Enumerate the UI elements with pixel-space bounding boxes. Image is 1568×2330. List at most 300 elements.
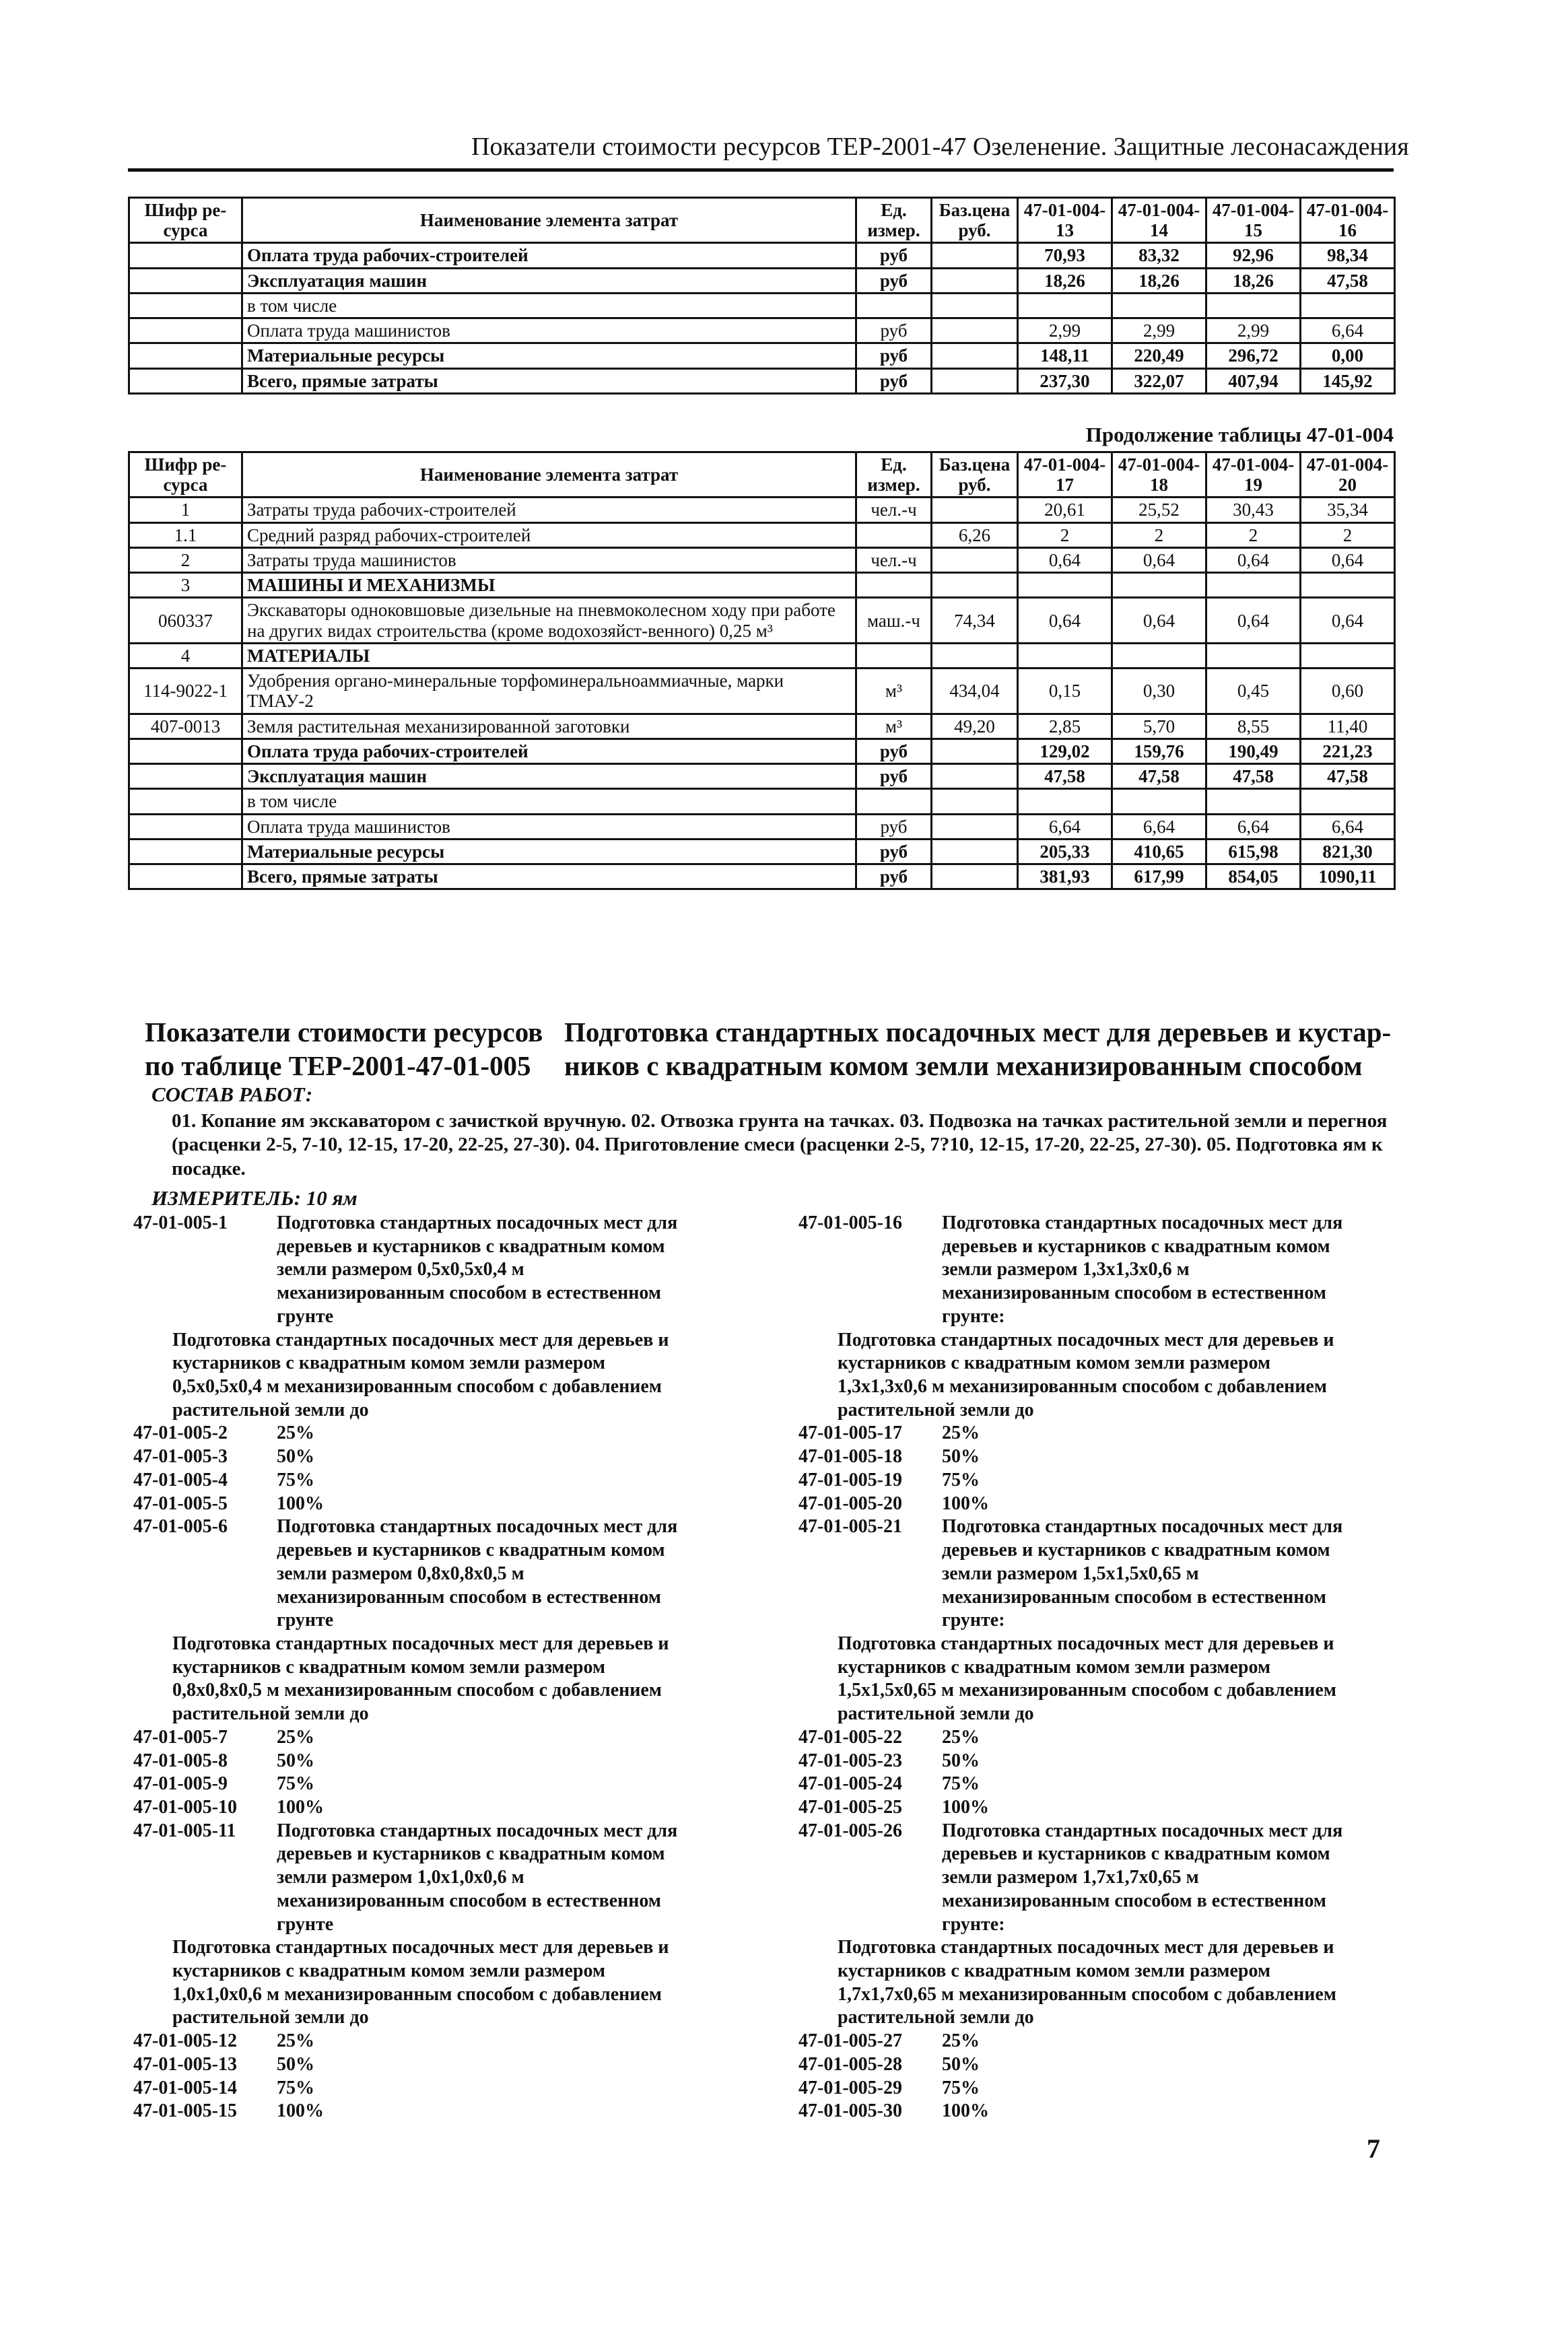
cell-value: 18,26 xyxy=(1018,268,1112,293)
rate-description: 75% xyxy=(942,1773,980,1795)
rate-entry xyxy=(798,1726,1445,1750)
cell-value: 11,40 xyxy=(1301,714,1395,739)
section-title-right: Подготовка стандартных посадочных мест для деревьев и кустар-ников с квадратным комом земли механизированным способом xyxy=(564,1017,1392,1082)
cell-code xyxy=(129,268,242,293)
cell-value: 2 xyxy=(1018,522,1112,547)
cell-value: 159,76 xyxy=(1112,739,1206,763)
rate-description: 100% xyxy=(942,1796,989,1818)
rate-description: 100% xyxy=(942,2100,989,2122)
cell-name: МАШИНЫ И МЕХАНИЗМЫ xyxy=(242,573,856,598)
work-composition-text: 01. Копание ям экскаватором с зачисткой вручную. 02. Отвозка грунта на тачках. 03. Подвозка на тачках растительной земли и перегноя (расценки 2-5, 7-10, 12-15, 17-20, 22-25, 27-30). 04. Приготовление смеси (расценки 2-5, 7?10, 12-15, 17-20, 22-25, 27-30). 05. Подготовка ям к посадке. xyxy=(172,1110,1388,1179)
rate-code: 47-01-005-13 xyxy=(133,2053,237,2075)
cell-value xyxy=(1206,643,1301,668)
table-row xyxy=(129,714,1395,739)
cell-price xyxy=(932,764,1018,789)
rate-group-description: Подготовка стандартных посадочных мест для деревьев и кустарников с квадратным комом земли размером 1,0х1,0х0,6 м механизированным способом с добавлением растительной земли до xyxy=(172,1937,669,2028)
rate-entry xyxy=(133,1212,780,1329)
rate-code: 47-01-005-20 xyxy=(798,1493,902,1514)
cell-price xyxy=(932,318,1018,343)
rate-code: 47-01-005-6 xyxy=(133,1516,228,1538)
cell-value: 25,52 xyxy=(1112,498,1206,522)
cell-unit: руб xyxy=(856,268,932,293)
cell-price xyxy=(932,643,1018,668)
table-row xyxy=(129,573,1395,598)
cell-name: Оплата труда рабочих-строителей xyxy=(242,739,856,763)
rate-code: 47-01-005-22 xyxy=(798,1726,902,1748)
header-col1: 47-01-004-17 xyxy=(1018,452,1112,498)
cell-value: 205,33 xyxy=(1018,839,1112,864)
cell-code xyxy=(129,368,242,393)
rate-description: 75% xyxy=(277,1773,314,1795)
cell-code: 114-9022-1 xyxy=(129,669,242,714)
rate-description: 75% xyxy=(942,2077,980,2098)
rate-description: 100% xyxy=(942,1493,989,1514)
header-name: Наименование элемента затрат xyxy=(242,198,856,243)
cell-value: 2 xyxy=(1301,522,1395,547)
rate-entry xyxy=(133,1820,780,1937)
cell-value: 615,98 xyxy=(1206,839,1301,864)
cell-code xyxy=(129,864,242,889)
rate-entry xyxy=(798,1422,1445,1445)
cell-value: 220,49 xyxy=(1112,343,1206,368)
cell-code xyxy=(129,814,242,839)
cell-value: 148,11 xyxy=(1018,343,1112,368)
cell-unit xyxy=(856,522,932,547)
cell-code: 4 xyxy=(129,643,242,668)
table-row xyxy=(129,598,1395,643)
rate-entry xyxy=(133,1796,780,1820)
cell-value: 0,64 xyxy=(1301,598,1395,643)
rate-entry xyxy=(133,1515,780,1633)
cell-name: Земля растительная механизированной заготовки xyxy=(242,714,856,739)
cell-price xyxy=(932,243,1018,268)
rate-entry xyxy=(798,1515,1445,1633)
cell-unit: руб xyxy=(856,739,932,763)
cell-price xyxy=(932,864,1018,889)
cell-value: 190,49 xyxy=(1206,739,1301,763)
cell-value xyxy=(1018,789,1112,814)
header-unit: Ед. измер. xyxy=(856,452,932,498)
cell-value xyxy=(1112,789,1206,814)
cell-value: 30,43 xyxy=(1206,498,1301,522)
cell-value: 83,32 xyxy=(1112,243,1206,268)
cell-value: 5,70 xyxy=(1112,714,1206,739)
rate-entry xyxy=(133,1493,780,1516)
cell-price xyxy=(932,573,1018,598)
cell-value: 1090,11 xyxy=(1301,864,1395,889)
cell-unit: руб xyxy=(856,243,932,268)
header-price: Баз.цена руб. xyxy=(932,198,1018,243)
table-row xyxy=(129,764,1395,789)
table-header-row xyxy=(129,452,1395,498)
cell-value: 6,64 xyxy=(1206,814,1301,839)
cell-code xyxy=(129,243,242,268)
cell-name: Оплата труда машинистов xyxy=(242,318,856,343)
rate-description: 50% xyxy=(942,2053,980,2075)
cell-price xyxy=(932,814,1018,839)
cell-value xyxy=(1301,573,1395,598)
header-unit: Ед. измер. xyxy=(856,198,932,243)
cell-value xyxy=(1206,293,1301,318)
cell-value xyxy=(1112,643,1206,668)
cell-name: Оплата труда машинистов xyxy=(242,814,856,839)
cell-price xyxy=(932,839,1018,864)
cell-unit: м³ xyxy=(856,669,932,714)
rate-description: 100% xyxy=(277,1493,324,1514)
header-name: Наименование элемента затрат xyxy=(242,452,856,498)
rate-description: Подготовка стандартных посадочных мест для деревьев и кустарников с квадратным комом земли размером 1,3х1,3х0,6 м механизированным способом в естественном грунте: xyxy=(942,1212,1343,1327)
running-header: Показатели стоимости ресурсов ТЕР-2001-47 Озеленение. Защитные лесонасаждения xyxy=(471,133,1409,161)
rate-description: 50% xyxy=(942,1750,980,1771)
rate-description: 75% xyxy=(277,2077,314,2098)
cell-name: Оплата труда рабочих-строителей xyxy=(242,243,856,268)
header-col2: 47-01-004-18 xyxy=(1112,452,1206,498)
header-col1: 47-01-004-13 xyxy=(1018,198,1112,243)
cell-value: 2,99 xyxy=(1018,318,1112,343)
cell-unit: руб xyxy=(856,368,932,393)
cell-unit: руб xyxy=(856,343,932,368)
rate-entry xyxy=(133,1773,780,1796)
work-composition-heading: СОСТАВ РАБОТ: xyxy=(151,1083,313,1106)
cell-name: Удобрения органо-минеральные торфоминеральноаммиачные, марки ТМАУ-2 xyxy=(242,669,856,714)
rate-list-right xyxy=(798,1212,1445,2123)
cell-name: Материальные ресурсы xyxy=(242,343,856,368)
cell-price xyxy=(932,739,1018,763)
cell-value: 6,64 xyxy=(1018,814,1112,839)
rate-description: Подготовка стандартных посадочных мест для деревьев и кустарников с квадратным комом земли размером 0,8х0,8х0,5 м механизированным способом в естественном грунте xyxy=(277,1516,678,1631)
cell-name: МАТЕРИАЛЫ xyxy=(242,643,856,668)
table-row xyxy=(129,318,1395,343)
table-row xyxy=(129,293,1395,318)
cell-value xyxy=(1301,789,1395,814)
cell-value: 129,02 xyxy=(1018,739,1112,763)
table-header-row xyxy=(129,198,1395,243)
table-row xyxy=(129,839,1395,864)
cell-value: 854,05 xyxy=(1206,864,1301,889)
cell-code xyxy=(129,318,242,343)
rate-entry xyxy=(798,1773,1445,1796)
table-row xyxy=(129,498,1395,522)
header-code: Шифр ре-сурса xyxy=(129,198,242,243)
cell-code: 3 xyxy=(129,573,242,598)
cell-value: 0,15 xyxy=(1018,669,1112,714)
cell-value: 0,64 xyxy=(1206,598,1301,643)
cell-unit: руб xyxy=(856,764,932,789)
table-row xyxy=(129,243,1395,268)
rate-entry xyxy=(798,1820,1445,1937)
cell-price xyxy=(932,268,1018,293)
cell-value: 237,30 xyxy=(1018,368,1112,393)
cell-name: Материальные ресурсы xyxy=(242,839,856,864)
cell-price xyxy=(932,343,1018,368)
cell-price: 49,20 xyxy=(932,714,1018,739)
cell-value xyxy=(1018,643,1112,668)
rate-code: 47-01-005-25 xyxy=(798,1796,902,1818)
rate-entry xyxy=(798,2077,1445,2100)
rate-list-left xyxy=(133,1212,780,2123)
rate-code: 47-01-005-30 xyxy=(798,2100,902,2122)
page-number: 7 xyxy=(1367,2133,1380,2164)
rate-code: 47-01-005-26 xyxy=(798,1820,902,1841)
rate-group-description: Подготовка стандартных посадочных мест для деревьев и кустарников с квадратным комом земли размером 1,7х1,7х0,65 м механизированным способом с добавлением растительной земли до xyxy=(838,1937,1336,2028)
rate-code: 47-01-005-28 xyxy=(798,2053,902,2075)
header-col4: 47-01-004-16 xyxy=(1301,198,1395,243)
cell-value: 47,58 xyxy=(1018,764,1112,789)
rate-group-description: Подготовка стандартных посадочных мест для деревьев и кустарников с квадратным комом земли размером 1,5х1,5х0,65 м механизированным способом с добавлением растительной земли до xyxy=(838,1633,1336,1725)
rate-entry xyxy=(133,2053,780,2077)
cell-value: 6,64 xyxy=(1112,814,1206,839)
cell-name: Всего, прямые затраты xyxy=(242,864,856,889)
table-row xyxy=(129,343,1395,368)
rate-entry xyxy=(133,1422,780,1445)
rate-code: 47-01-005-29 xyxy=(798,2077,902,2098)
section-title-left: Показатели стоимости ресурсов по таблице ТЕР-2001-47-01-005 xyxy=(145,1017,543,1082)
cell-name: Затраты труда машинистов xyxy=(242,547,856,572)
cell-name: Эксплуатация машин xyxy=(242,764,856,789)
rate-description: 25% xyxy=(277,1726,314,1748)
header-rule xyxy=(128,168,1394,172)
cell-name: Средний разряд рабочих-строителей xyxy=(242,522,856,547)
rate-code: 47-01-005-18 xyxy=(798,1446,902,1468)
cell-name: Всего, прямые затраты xyxy=(242,368,856,393)
rate-entry xyxy=(133,2030,780,2053)
cell-value: 296,72 xyxy=(1206,343,1301,368)
cell-code: 2 xyxy=(129,547,242,572)
cell-value: 98,34 xyxy=(1301,243,1395,268)
cell-price: 74,34 xyxy=(932,598,1018,643)
rate-group-description: Подготовка стандартных посадочных мест для деревьев и кустарников с квадратным комом земли размером 0,5х0,5х0,4 м механизированным способом с добавлением растительной земли до xyxy=(172,1329,669,1420)
cell-value: 0,00 xyxy=(1301,343,1395,368)
rate-code: 47-01-005-24 xyxy=(798,1773,902,1795)
cell-code xyxy=(129,343,242,368)
cell-value: 821,30 xyxy=(1301,839,1395,864)
table-row xyxy=(129,268,1395,293)
cell-value: 18,26 xyxy=(1112,268,1206,293)
cell-name: Эксплуатация машин xyxy=(242,268,856,293)
cell-value: 0,64 xyxy=(1018,547,1112,572)
cell-code xyxy=(129,293,242,318)
cell-unit: руб xyxy=(856,814,932,839)
cell-code xyxy=(129,739,242,763)
rate-entry xyxy=(798,1796,1445,1820)
cell-value: 0,64 xyxy=(1018,598,1112,643)
rate-entry xyxy=(798,1212,1445,1329)
cell-price: 434,04 xyxy=(932,669,1018,714)
cell-code: 1 xyxy=(129,498,242,522)
cell-value: 2 xyxy=(1112,522,1206,547)
cell-name: в том числе xyxy=(242,293,856,318)
rate-entry xyxy=(133,2077,780,2100)
rate-code: 47-01-005-2 xyxy=(133,1423,228,1444)
cell-value: 47,58 xyxy=(1206,764,1301,789)
cell-value: 145,92 xyxy=(1301,368,1395,393)
header-col2: 47-01-004-14 xyxy=(1112,198,1206,243)
cell-unit xyxy=(856,643,932,668)
cell-value: 617,99 xyxy=(1112,864,1206,889)
rate-description: 75% xyxy=(277,1469,314,1490)
rate-code: 47-01-005-4 xyxy=(133,1469,228,1490)
table-row xyxy=(129,814,1395,839)
cell-value xyxy=(1018,293,1112,318)
rate-description: 75% xyxy=(942,1469,980,1490)
table-continuation-caption: Продолжение таблицы 47-01-004 xyxy=(1085,423,1394,446)
cell-value: 47,58 xyxy=(1112,764,1206,789)
cell-code xyxy=(129,764,242,789)
cell-value: 0,30 xyxy=(1112,669,1206,714)
header-col3: 47-01-004-19 xyxy=(1206,452,1301,498)
rate-description: 25% xyxy=(277,1423,314,1444)
table-row xyxy=(129,789,1395,814)
cell-value: 407,94 xyxy=(1206,368,1301,393)
cell-value: 0,64 xyxy=(1112,598,1206,643)
cell-value: 2,85 xyxy=(1018,714,1112,739)
rate-description: 100% xyxy=(277,2100,324,2122)
cell-value: 18,26 xyxy=(1206,268,1301,293)
rate-entry xyxy=(798,1493,1445,1516)
cell-unit: маш.-ч xyxy=(856,598,932,643)
rate-code: 47-01-005-19 xyxy=(798,1469,902,1490)
cell-value: 35,34 xyxy=(1301,498,1395,522)
cell-value: 0,60 xyxy=(1301,669,1395,714)
cell-code: 060337 xyxy=(129,598,242,643)
cell-price: 6,26 xyxy=(932,522,1018,547)
rate-code: 47-01-005-11 xyxy=(133,1820,236,1841)
rate-code: 47-01-005-5 xyxy=(133,1493,228,1514)
cell-value: 410,65 xyxy=(1112,839,1206,864)
rate-code: 47-01-005-10 xyxy=(133,1796,237,1818)
header-col4: 47-01-004-20 xyxy=(1301,452,1395,498)
rate-code: 47-01-005-12 xyxy=(133,2030,237,2052)
rate-description: 100% xyxy=(277,1796,324,1818)
cell-value: 20,61 xyxy=(1018,498,1112,522)
rate-entry xyxy=(798,2030,1445,2053)
rate-entry xyxy=(798,2053,1445,2077)
cell-code: 407-0013 xyxy=(129,714,242,739)
rate-code: 47-01-005-23 xyxy=(798,1750,902,1771)
rate-code: 47-01-005-21 xyxy=(798,1516,902,1538)
rate-entry xyxy=(798,1445,1445,1469)
cell-value: 0,64 xyxy=(1112,547,1206,572)
rate-code: 47-01-005-16 xyxy=(798,1212,902,1233)
rate-code: 47-01-005-14 xyxy=(133,2077,237,2098)
cell-unit: чел.-ч xyxy=(856,547,932,572)
rate-description: Подготовка стандартных посадочных мест для деревьев и кустарников с квадратным комом земли размером 1,7х1,7х0,65 м механизированным способом в естественном грунте: xyxy=(942,1820,1343,1935)
rate-description: 50% xyxy=(277,2053,314,2075)
cell-price xyxy=(932,368,1018,393)
header-code: Шифр ре-сурса xyxy=(129,452,242,498)
rate-group-description: Подготовка стандартных посадочных мест для деревьев и кустарников с квадратным комом земли размером 1,3х1,3х0,6 м механизированным способом с добавлением растительной земли до xyxy=(838,1329,1334,1420)
cell-value: 47,58 xyxy=(1301,764,1395,789)
cell-unit xyxy=(856,573,932,598)
header-col3: 47-01-004-15 xyxy=(1206,198,1301,243)
rate-entry xyxy=(798,1750,1445,1773)
cell-unit: м³ xyxy=(856,714,932,739)
rate-description: Подготовка стандартных посадочных мест для деревьев и кустарников с квадратным комом земли размером 1,5х1,5х0,65 м механизированным способом в естественном грунте: xyxy=(942,1516,1343,1631)
cell-code xyxy=(129,839,242,864)
cell-price xyxy=(932,789,1018,814)
cell-value xyxy=(1301,643,1395,668)
rate-group-description: Подготовка стандартных посадочных мест для деревьев и кустарников с квадратным комом земли размером 0,8х0,8х0,5 м механизированным способом с добавлением растительной земли до xyxy=(172,1633,669,1725)
rate-entry xyxy=(133,2100,780,2123)
header-price: Баз.цена руб. xyxy=(932,452,1018,498)
cell-name: Затраты труда рабочих-строителей xyxy=(242,498,856,522)
rate-description: 50% xyxy=(942,1446,980,1468)
cell-name: Экскаваторы одноковшовые дизельные на пневмоколесном ходу при работе на других видах строительства (кроме водохозяйст-венного) 0,25 м³ xyxy=(242,598,856,643)
rate-code: 47-01-005-8 xyxy=(133,1750,228,1771)
rate-description: Подготовка стандартных посадочных мест для деревьев и кустарников с квадратным комом земли размером 0,5х0,5х0,4 м механизированным способом в естественном грунте xyxy=(277,1212,678,1327)
cell-value: 2,99 xyxy=(1206,318,1301,343)
cell-value xyxy=(1206,573,1301,598)
rate-description: 25% xyxy=(277,2030,314,2052)
rate-entry xyxy=(798,2100,1445,2123)
cell-value: 2 xyxy=(1206,522,1301,547)
rate-code: 47-01-005-1 xyxy=(133,1212,228,1233)
cell-name: в том числе xyxy=(242,789,856,814)
cell-value: 2,99 xyxy=(1112,318,1206,343)
rate-code: 47-01-005-7 xyxy=(133,1726,228,1748)
cell-price xyxy=(932,498,1018,522)
cell-unit: чел.-ч xyxy=(856,498,932,522)
rate-code: 47-01-005-27 xyxy=(798,2030,902,2052)
rate-entry xyxy=(798,1469,1445,1493)
rate-entry xyxy=(133,1726,780,1750)
cell-value: 322,07 xyxy=(1112,368,1206,393)
rate-entry xyxy=(133,1750,780,1773)
resource-table-2 xyxy=(128,451,1396,890)
table-row xyxy=(129,368,1395,393)
cell-value: 47,58 xyxy=(1301,268,1395,293)
cell-unit xyxy=(856,293,932,318)
cell-value: 0,45 xyxy=(1206,669,1301,714)
cell-value: 381,93 xyxy=(1018,864,1112,889)
table-row xyxy=(129,669,1395,714)
cell-unit xyxy=(856,789,932,814)
cell-value xyxy=(1206,789,1301,814)
cell-value xyxy=(1018,573,1112,598)
table-row xyxy=(129,547,1395,572)
cell-value xyxy=(1112,293,1206,318)
rate-description: 25% xyxy=(942,2030,980,2052)
cell-value: 70,93 xyxy=(1018,243,1112,268)
cell-value: 221,23 xyxy=(1301,739,1395,763)
rate-entry xyxy=(133,1469,780,1493)
cell-value: 6,64 xyxy=(1301,318,1395,343)
rate-entry xyxy=(133,1445,780,1469)
rate-description: 50% xyxy=(277,1750,314,1771)
cell-value: 0,64 xyxy=(1301,547,1395,572)
table-row xyxy=(129,643,1395,668)
table-row xyxy=(129,739,1395,763)
rate-description: 50% xyxy=(277,1446,314,1468)
rate-description: 25% xyxy=(942,1726,980,1748)
measure-unit: ИЗМЕРИТЕЛЬ: 10 ям xyxy=(151,1186,357,1210)
cell-price xyxy=(932,293,1018,318)
table-row xyxy=(129,522,1395,547)
cell-value: 92,96 xyxy=(1206,243,1301,268)
cell-code xyxy=(129,789,242,814)
rate-code: 47-01-005-15 xyxy=(133,2100,237,2122)
rate-code: 47-01-005-9 xyxy=(133,1773,228,1795)
rate-description: Подготовка стандартных посадочных мест для деревьев и кустарников с квадратным комом земли размером 1,0х1,0х0,6 м механизированным способом в естественном грунте xyxy=(277,1820,678,1935)
cell-code: 1.1 xyxy=(129,522,242,547)
cell-value: 0,64 xyxy=(1206,547,1301,572)
table-row xyxy=(129,864,1395,889)
cell-price xyxy=(932,547,1018,572)
rate-code: 47-01-005-3 xyxy=(133,1446,228,1468)
cell-unit: руб xyxy=(856,864,932,889)
rate-code: 47-01-005-17 xyxy=(798,1423,902,1444)
cell-value: 6,64 xyxy=(1301,814,1395,839)
